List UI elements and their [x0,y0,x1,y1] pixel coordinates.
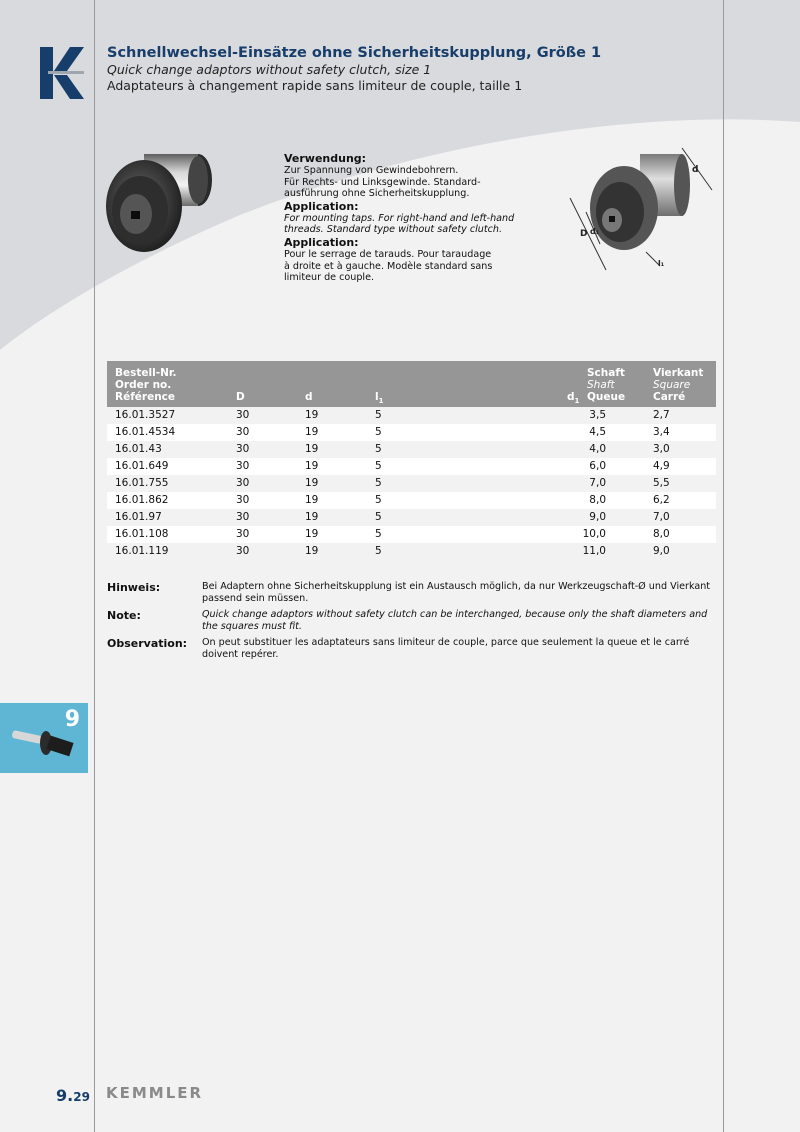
usage-heading-en: Application: [284,199,359,213]
cell-square: 3,0 [653,443,670,455]
cell-D: 30 [236,511,250,523]
note-text-fr: On peut substituer les adaptateurs sans limiteur de couple, parce que seulement la queue et le carré doivent repérer. [202,637,690,660]
cell-ref: 16.01.108 [115,528,169,540]
header-ref-en: Order no. [115,379,172,391]
note-en [107,609,717,633]
cell-square: 4,9 [653,460,670,472]
cell-square: 3,4 [653,426,670,438]
usage-text-fr-2: à droite et à gauche. Modèle standard sans [284,260,493,272]
table-row [107,458,716,475]
product-table [107,361,716,560]
header-ref-fr: Référence [115,391,176,403]
cell-d1: 9,0 [589,511,606,523]
cell-l1: 5 [375,528,382,540]
cell-d: 19 [305,426,319,438]
table-row [107,526,716,543]
cell-d: 19 [305,477,319,489]
notes-section [107,581,717,665]
cell-d: 19 [305,528,319,540]
cell-ref: 16.01.649 [115,460,169,472]
cell-l1: 5 [375,460,382,472]
note-fr [107,637,717,661]
header-square-fr: Carré [653,391,686,403]
cell-d: 19 [305,511,319,523]
usage-text-fr-1: Pour le serrage de tarauds. Pour taraudage [284,248,492,260]
usage-text-de-1: Zur Spannung von Gewindebohrern. [284,165,459,176]
header-d: d [305,391,313,403]
brand-name: KEMMLER [106,1084,204,1102]
drawing-label-d1: d₁ [590,227,600,236]
header-shaft-fr: Queue [587,391,626,403]
cell-d: 19 [305,494,319,506]
cell-D: 30 [236,409,250,421]
cell-D: 30 [236,545,250,557]
cell-l1: 5 [375,477,382,489]
cell-d1: 6,0 [589,460,606,472]
cell-l1: 5 [375,409,382,421]
left-margin-rule [94,0,95,1132]
cell-D: 30 [236,460,250,472]
page-title-block [107,44,707,94]
header-shaft-de: Schaft [587,367,625,379]
header-square-de: Vierkant [653,367,704,379]
usage-heading-fr: Application: [284,235,359,249]
page-number [56,1086,90,1105]
cell-ref: 16.01.755 [115,477,169,489]
cell-ref: 16.01.97 [115,511,162,523]
cell-d1: 10,0 [582,528,606,540]
cell-D: 30 [236,426,250,438]
section-tab[interactable] [0,703,88,773]
cell-ref: 16.01.119 [115,545,169,557]
cell-square: 2,7 [653,409,670,421]
usage-text-de-2: Für Rechts- und Linksgewinde. Standard- [284,176,481,188]
cell-l1: 5 [375,545,382,557]
usage-description [284,152,524,284]
cell-D: 30 [236,477,250,489]
usage-text-fr-3: limiteur de couple. [284,272,375,284]
drawing-label-l1: l₁ [658,259,665,268]
page-number-minor: 29 [73,1090,90,1104]
header-l1: $l_1$ [375,391,384,406]
table-row [107,543,716,560]
cell-l1: 5 [375,426,382,438]
note-label-fr: Observation: [107,637,188,650]
cell-square: 9,0 [653,545,670,557]
cell-d1: 4,0 [589,443,606,455]
drawing-label-D: D [580,229,588,239]
page-number-major: 9. [56,1086,74,1105]
header-square-en: Square [653,379,691,391]
note-text-de: Bei Adaptern ohne Sicherheitskupplung ist ein Austausch möglich, da nur Werkzeugschaft-Ø und Vierkant passend sein müssen. [202,581,711,604]
table-header [107,361,716,407]
cell-l1: 5 [375,511,382,523]
cell-d1: 7,0 [589,477,606,489]
table-row [107,441,716,458]
note-text-en: Quick change adaptors without safety clutch can be interchanged, because only the shaft diameters and the squares must fit. [202,609,708,632]
table-row [107,475,716,492]
table-row [107,407,716,424]
usage-text-en-1: For mounting taps. For right-hand and left-hand [284,212,515,224]
cell-ref: 16.01.862 [115,494,169,506]
usage-text-de-3: ausführung ohne Sicherheitskupplung. [284,188,470,200]
note-de [107,581,717,605]
usage-heading-de: Verwendung: [284,152,367,165]
cell-D: 30 [236,528,250,540]
page-title-de: Schnellwechsel-Einsätze ohne Sicherheitskupplung, Größe 1 [107,45,602,61]
note-label-de: Hinweis: [107,581,161,594]
adaptor-photo [104,148,216,258]
header-d1: $d_1$ [567,391,580,406]
cell-d: 19 [305,443,319,455]
kemmler-k-logo-icon [40,47,84,99]
right-margin-rule [723,0,724,1132]
header-shaft-en: Shaft [587,379,615,391]
note-label-en: Note: [107,609,141,622]
usage-text-en-2: threads. Standard type without safety clutch. [284,224,503,236]
drawing-label-d: d [692,165,699,175]
cell-l1: 5 [375,443,382,455]
cell-d1: 4,5 [589,426,606,438]
cell-d: 19 [305,545,319,557]
cell-D: 30 [236,494,250,506]
cell-ref: 16.01.4534 [115,426,176,438]
table-body [107,407,716,560]
table-row [107,492,716,509]
cell-square: 8,0 [653,528,670,540]
page-title-fr: Adaptateurs à changement rapide sans limiteur de couple, taille 1 [107,78,523,93]
cell-square: 5,5 [653,477,670,489]
cell-d1: 3,5 [589,409,606,421]
table-row [107,509,716,526]
cell-l1: 5 [375,494,382,506]
cell-d1: 8,0 [589,494,606,506]
cell-square: 6,2 [653,494,670,506]
cell-d: 19 [305,409,319,421]
table-row [107,424,716,441]
cell-D: 30 [236,443,250,455]
cell-square: 7,0 [653,511,670,523]
cell-d1: 11,0 [582,545,606,557]
page-title-en: Quick change adaptors without safety clutch, size 1 [107,62,432,77]
header-ref-de: Bestell-Nr. [115,367,177,379]
section-number: 9 [64,707,80,732]
header-D: D [236,391,245,403]
cell-d: 19 [305,460,319,472]
cell-ref: 16.01.43 [115,443,162,455]
cell-ref: 16.01.3527 [115,409,176,421]
technical-drawing [556,140,722,280]
